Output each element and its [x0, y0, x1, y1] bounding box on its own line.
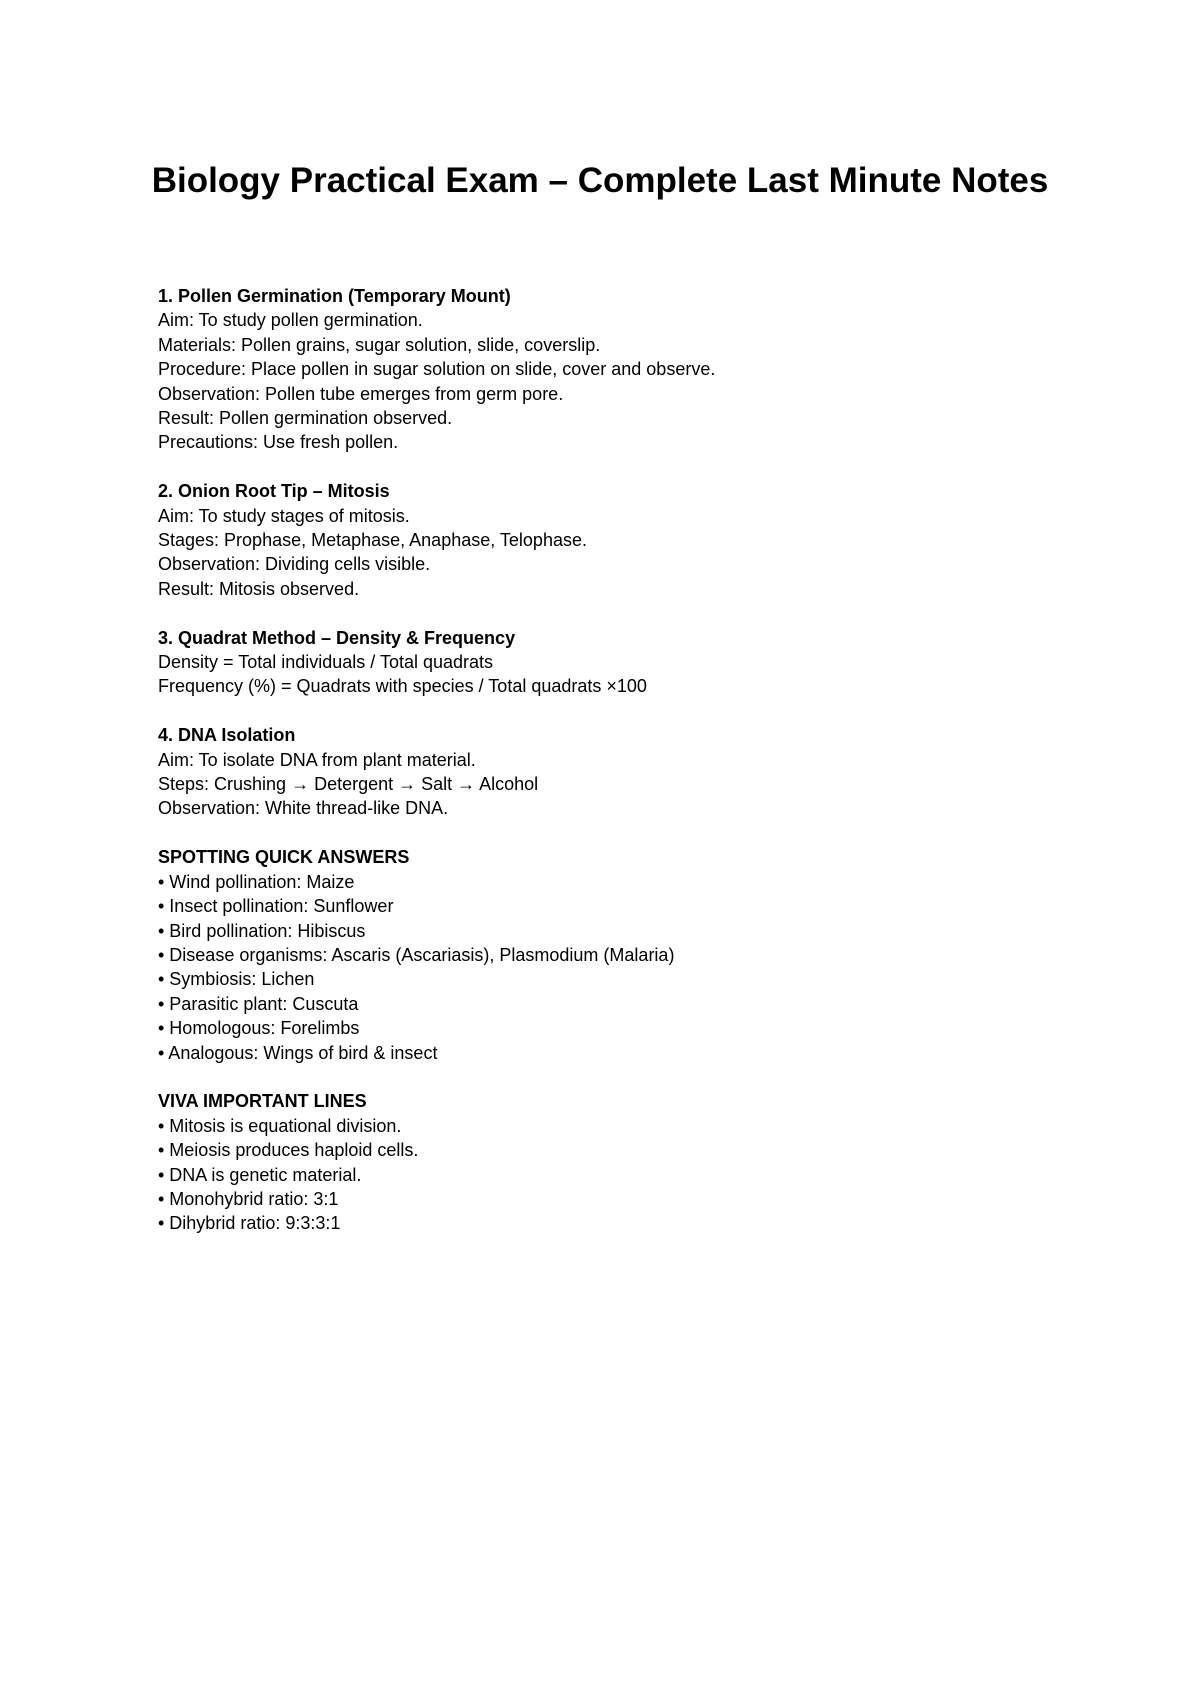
list-item: • Insect pollination: Sunflower: [158, 896, 394, 917]
section-heading: 1. Pollen Germination (Temporary Mount): [158, 286, 511, 306]
document-body: [158, 284, 1058, 1260]
list-item: • Disease organisms: Ascaris (Ascariasis), Plasmodium (Malaria): [158, 944, 675, 965]
text-line: Result: Pollen germination observed.: [158, 408, 453, 429]
list-item: • Symbiosis: Lichen: [158, 969, 315, 990]
section-heading: SPOTTING QUICK ANSWERS: [158, 847, 410, 868]
text-line: Steps: Crushing → Detergent → Salt → Alcohol: [158, 774, 539, 795]
text-line: Materials: Pollen grains, sugar solution, slide, coverslip.: [158, 334, 601, 355]
text-line: Observation: Pollen tube emerges from germ pore.: [158, 383, 564, 404]
text-line: Aim: To isolate DNA from plant material.: [158, 749, 476, 770]
section-heading: 2. Onion Root Tip – Mitosis: [158, 481, 390, 502]
list-item: • Monohybrid ratio: 3:1: [158, 1188, 339, 1209]
text-line: Aim: To study pollen germination.: [158, 310, 423, 331]
section-quadrat-method: [158, 626, 1058, 699]
section-heading: 4. DNA Isolation: [158, 725, 296, 746]
section-pollen-germination: [158, 284, 1058, 455]
section-dna-isolation: [158, 723, 1058, 821]
list-item: • DNA is genetic material.: [158, 1164, 362, 1185]
text-line: Density = Total individuals / Total quadrats: [158, 652, 494, 673]
list-item: • Wind pollination: Maize: [158, 871, 355, 892]
list-item: • Homologous: Forelimbs: [158, 1018, 360, 1039]
text-line: Observation: Dividing cells visible.: [158, 554, 431, 575]
text-line: Frequency (%) = Quadrats with species / Total quadrats ×100: [158, 676, 647, 697]
list-item: • Parasitic plant: Cuscuta: [158, 993, 359, 1014]
section-spotting-quick-answers: [158, 845, 1058, 1065]
text-line: Result: Mitosis observed.: [158, 578, 360, 599]
text-line: Precautions: Use fresh pollen.: [158, 432, 399, 453]
section-heading: VIVA IMPORTANT LINES: [158, 1091, 367, 1112]
list-item: • Analogous: Wings of bird & insect: [158, 1042, 438, 1063]
list-item: • Dihybrid ratio: 9:3:3:1: [158, 1213, 341, 1234]
list-item: • Meiosis produces haploid cells.: [158, 1140, 419, 1161]
section-onion-root-tip: [158, 479, 1058, 601]
text-line: Stages: Prophase, Metaphase, Anaphase, Telophase.: [158, 530, 587, 551]
text-line: Procedure: Place pollen in sugar solution on slide, cover and observe.: [158, 359, 716, 380]
text-line: Aim: To study stages of mitosis.: [158, 505, 410, 526]
text-line: Observation: White thread-like DNA.: [158, 798, 449, 819]
section-viva-important-lines: [158, 1089, 1058, 1235]
list-item: • Bird pollination: Hibiscus: [158, 920, 366, 941]
document-title: Biology Practical Exam – Complete Last Minute Notes: [151, 161, 1049, 200]
list-item: • Mitosis is equational division.: [158, 1115, 402, 1136]
section-heading: 3. Quadrat Method – Density & Frequency: [158, 627, 516, 648]
